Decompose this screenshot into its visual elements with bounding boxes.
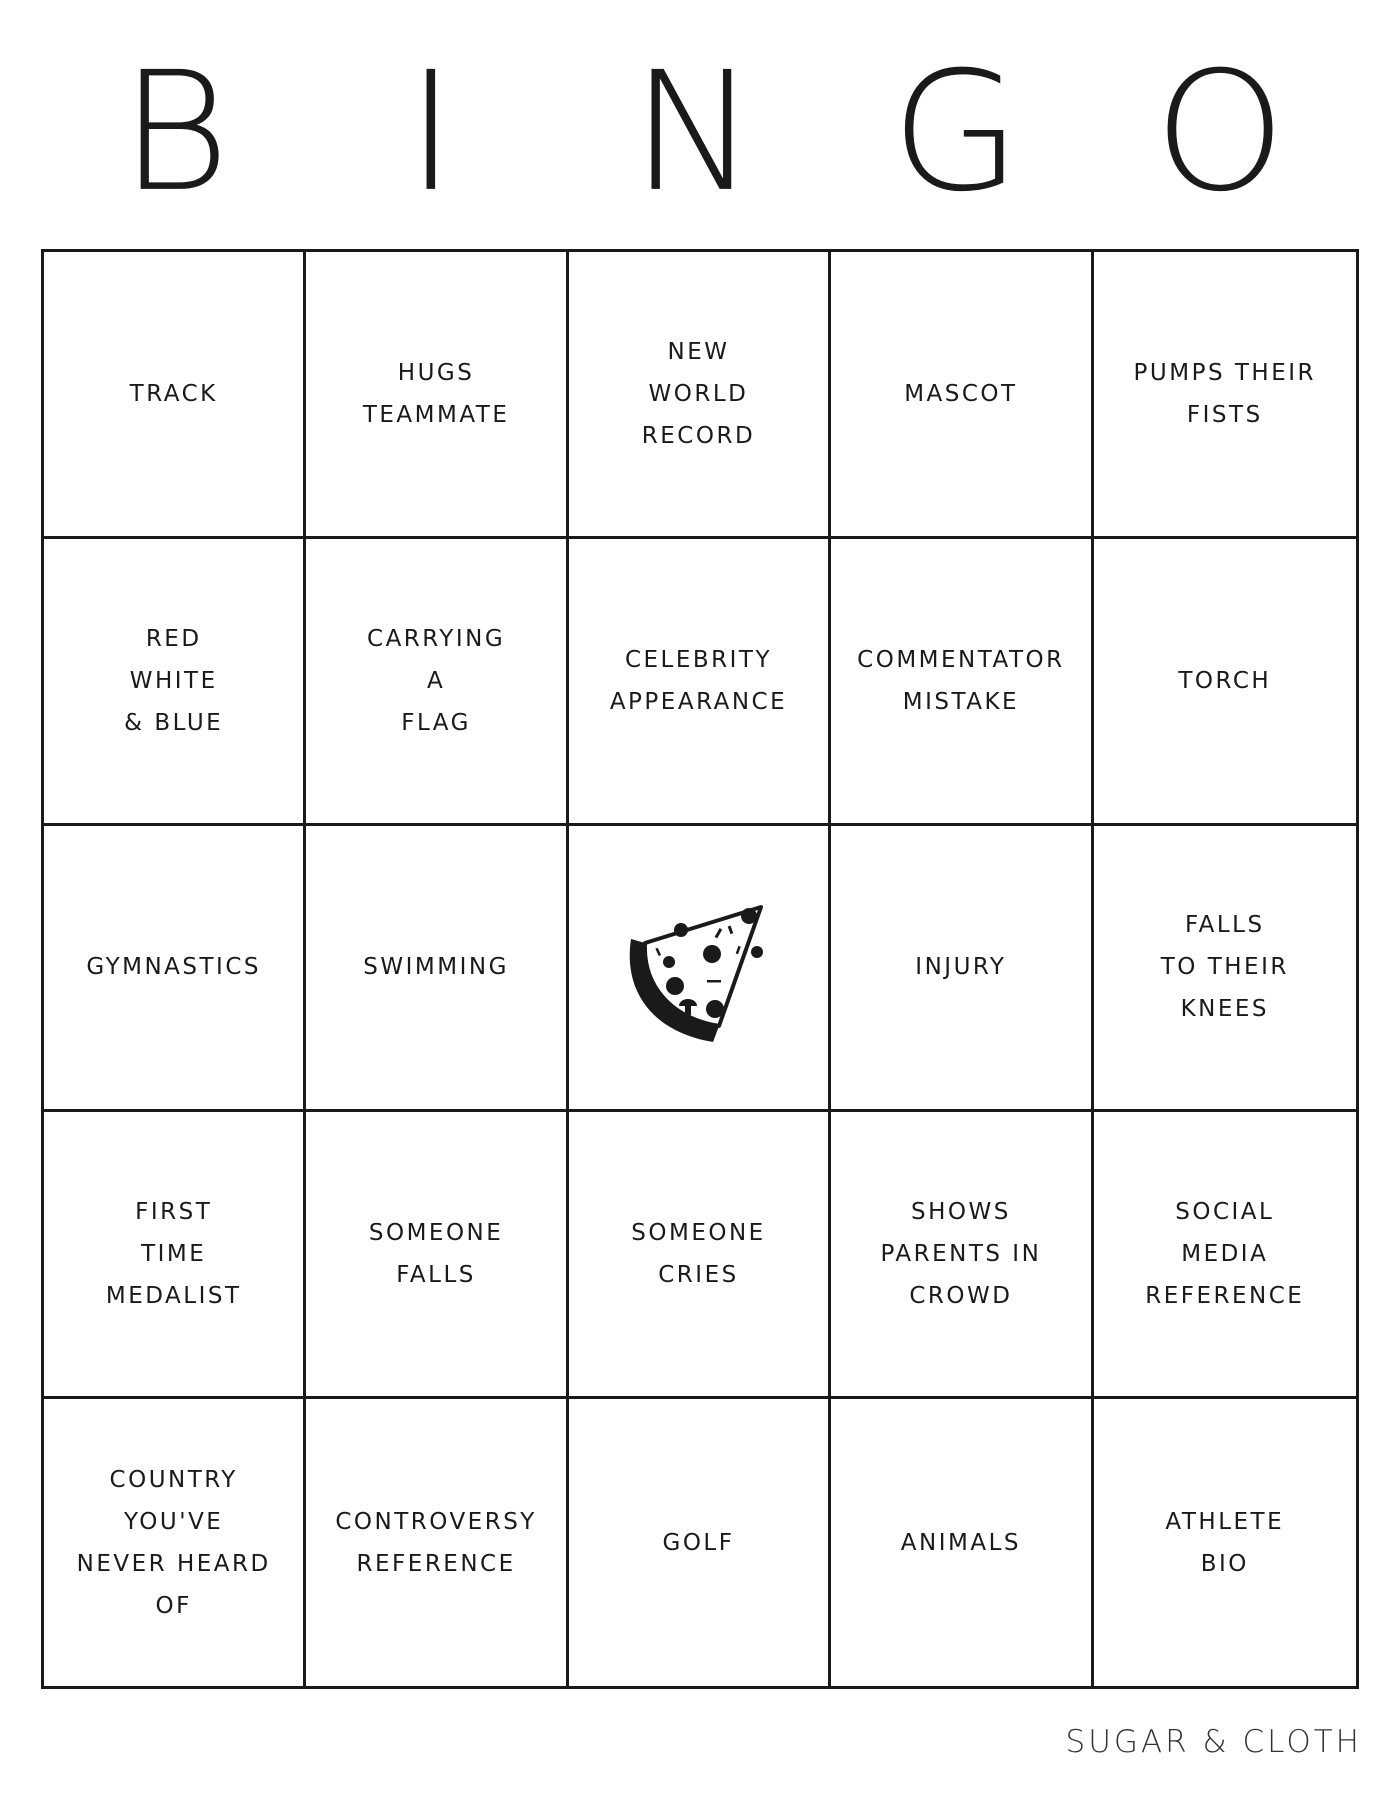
bingo-cell[interactable] (306, 826, 568, 1113)
title-letter-b: B (119, 35, 231, 229)
cell-label: SHOWS PARENTS IN CROWD (880, 1199, 1042, 1310)
cell-label: COMMENTATOR MISTAKE (857, 646, 1065, 715)
bingo-cell[interactable] (569, 1112, 831, 1399)
bingo-free-space[interactable] (569, 826, 831, 1113)
cell-label: TRACK (129, 380, 218, 407)
bingo-cell[interactable] (831, 1399, 1093, 1686)
bingo-cell[interactable] (569, 1399, 831, 1686)
cell-label: SOMEONE FALLS (368, 1220, 504, 1289)
bingo-cell[interactable] (1094, 826, 1356, 1113)
cell-label: TORCH (1178, 667, 1272, 694)
bingo-cell[interactable] (44, 826, 306, 1113)
bingo-cell[interactable] (306, 1399, 568, 1686)
cell-label: GOLF (662, 1529, 735, 1556)
bingo-cell[interactable] (831, 539, 1093, 826)
title-letter-i: I (406, 35, 456, 229)
bingo-cell[interactable] (1094, 1112, 1356, 1399)
cell-label: FIRST TIME MEDALIST (105, 1199, 242, 1310)
cell-label: PUMPS THEIR FISTS (1133, 359, 1317, 428)
bingo-cell[interactable] (831, 252, 1093, 539)
cell-label: SOMEONE CRIES (631, 1220, 766, 1289)
bingo-cell[interactable] (569, 539, 831, 826)
cell-label: NEW WORLD RECORD (641, 338, 756, 449)
bingo-cell[interactable] (44, 1112, 306, 1399)
cell-label: RED WHITE & BLUE (124, 625, 224, 736)
bingo-title (0, 35, 1400, 229)
bingo-cell[interactable] (44, 539, 306, 826)
bingo-board (41, 249, 1359, 1689)
bingo-cell[interactable] (306, 1112, 568, 1399)
bingo-cell[interactable] (831, 1112, 1093, 1399)
pizza-slice-icon (613, 882, 783, 1052)
bingo-cell[interactable] (1094, 252, 1356, 539)
cell-label: HUGS TEAMMATE (362, 359, 510, 428)
bingo-cell[interactable] (44, 252, 306, 539)
title-letter-o: O (1153, 35, 1287, 229)
cell-label: ANIMALS (900, 1529, 1021, 1556)
bingo-cell[interactable] (569, 252, 831, 539)
cell-label: FALLS TO THEIR KNEES (1160, 912, 1289, 1023)
bingo-cell[interactable] (44, 1399, 306, 1686)
cell-label: CELEBRITY APPEARANCE (609, 646, 788, 715)
bingo-cell[interactable] (306, 252, 568, 539)
title-letter-n: N (631, 35, 757, 229)
cell-label: ATHLETE BIO (1165, 1508, 1285, 1577)
cell-label: INJURY (915, 954, 1007, 981)
cell-label: SWIMMING (363, 954, 509, 981)
bingo-cell[interactable] (1094, 1399, 1356, 1686)
bingo-cell[interactable] (306, 539, 568, 826)
cell-label: GYMNASTICS (86, 954, 261, 981)
cell-label: CONTROVERSY REFERENCE (335, 1508, 537, 1577)
cell-label: COUNTRY YOU'VE NEVER HEARD OF (76, 1466, 271, 1619)
bingo-cell[interactable] (831, 826, 1093, 1113)
bingo-cell[interactable] (1094, 539, 1356, 826)
cell-label: MASCOT (904, 380, 1018, 407)
cell-label: SOCIAL MEDIA REFERENCE (1145, 1199, 1305, 1310)
cell-label: CARRYING A FLAG (367, 625, 506, 736)
title-letter-g: G (890, 35, 1022, 229)
brand-credit: SUGAR & CLOTH (1065, 1724, 1362, 1760)
